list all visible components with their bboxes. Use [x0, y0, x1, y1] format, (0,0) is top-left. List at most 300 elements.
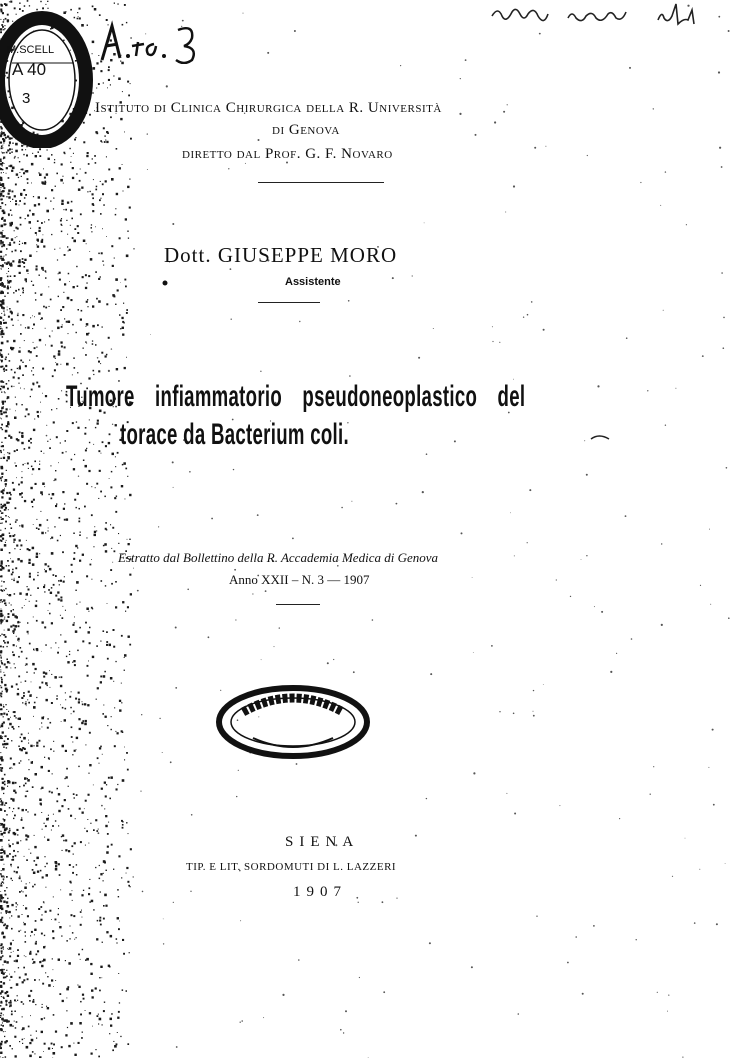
speckle [99, 865, 100, 866]
speckle [22, 1043, 23, 1044]
speckle [238, 770, 239, 771]
speckle [1, 1001, 2, 1003]
speckle [0, 671, 1, 672]
speckle [72, 932, 74, 934]
speckle [231, 319, 232, 320]
speckle [100, 676, 102, 678]
speckle [556, 579, 557, 580]
speckle [6, 620, 8, 622]
speckle [87, 191, 89, 193]
speckle [2, 523, 3, 524]
speckle [15, 567, 17, 569]
speckle [2, 932, 4, 934]
speckle [107, 603, 108, 604]
speckle [28, 350, 30, 352]
speckle [11, 1011, 13, 1013]
speckle [1, 386, 3, 388]
speckle [74, 1054, 76, 1056]
speckle [86, 483, 88, 485]
speckle [32, 213, 35, 216]
speckle [119, 709, 121, 711]
speckle [0, 240, 2, 242]
speckle [0, 769, 2, 771]
speckle [17, 439, 19, 441]
speckle [14, 548, 15, 549]
speckle [57, 327, 60, 330]
speckle [103, 127, 105, 129]
speckle [545, 146, 546, 147]
speckle [79, 534, 81, 536]
speckle [76, 864, 77, 865]
speckle [28, 413, 30, 415]
speckle [7, 287, 9, 289]
speckle [5, 411, 7, 413]
speckle [392, 277, 394, 279]
speckle [5, 704, 6, 705]
speckle [95, 189, 97, 191]
speckle [74, 797, 75, 798]
speckle [99, 878, 101, 880]
speckle [16, 909, 17, 910]
speckle [124, 670, 125, 671]
speckle [126, 752, 128, 754]
speckle [51, 234, 52, 235]
speckle [99, 920, 101, 922]
speckle [73, 915, 75, 917]
speckle [98, 253, 100, 255]
speckle [72, 422, 74, 424]
speckle [19, 205, 20, 206]
speckle [25, 701, 26, 702]
speckle [21, 740, 23, 742]
speckle [89, 879, 90, 880]
speckle [10, 558, 11, 559]
speckle [15, 200, 17, 202]
speckle [29, 952, 31, 954]
speckle [31, 281, 32, 282]
speckle [0, 921, 2, 923]
speckle [1, 917, 3, 919]
speckle [709, 529, 710, 530]
speckle [82, 994, 84, 996]
speckle [68, 808, 70, 810]
speckle [85, 959, 87, 961]
speckle [11, 866, 12, 867]
speckle [7, 285, 9, 287]
speckle [14, 1011, 16, 1013]
speckle [10, 1, 12, 3]
speckle [661, 543, 662, 544]
speckle [91, 559, 92, 560]
speckle [114, 258, 115, 259]
speckle [17, 904, 18, 905]
speckle [9, 853, 11, 855]
speckle [107, 725, 108, 726]
speckle [68, 1045, 70, 1047]
speckle [122, 939, 124, 941]
speckle [115, 278, 118, 281]
speckle [105, 445, 107, 447]
speckle [36, 251, 37, 252]
speckle [5, 357, 7, 359]
speckle [53, 1044, 55, 1046]
speckle [80, 924, 82, 926]
speckle [33, 872, 36, 875]
speckle [7, 280, 8, 281]
speckle [98, 832, 100, 834]
speckle [121, 635, 123, 637]
speckle [115, 208, 116, 209]
speckle [48, 494, 49, 495]
speckle [10, 942, 12, 944]
speckle [0, 900, 2, 902]
speckle [22, 258, 24, 260]
speckle [50, 687, 51, 688]
speckle [128, 238, 129, 239]
speckle [104, 894, 107, 897]
speckle [90, 564, 92, 566]
speckle [21, 477, 22, 478]
speckle [12, 651, 14, 653]
speckle [32, 474, 33, 475]
speckle [39, 174, 42, 177]
speckle [53, 421, 55, 423]
speckle [67, 297, 70, 300]
stamp-shelf: A 40 [12, 60, 47, 79]
speckle [24, 5, 26, 7]
speckle [126, 822, 127, 823]
speckle [98, 1023, 99, 1024]
speckle [60, 309, 62, 311]
speckle [4, 504, 7, 507]
speckle [15, 1055, 17, 1057]
speckle [18, 289, 20, 291]
speckle [14, 230, 15, 231]
speckle [13, 790, 15, 792]
speckle [1, 599, 2, 600]
speckle [125, 468, 127, 470]
speckle [1, 945, 3, 947]
speckle [86, 282, 87, 283]
speckle [125, 218, 127, 220]
speckle [15, 667, 16, 668]
speckle [1, 660, 2, 662]
speckle [45, 532, 46, 533]
speckle [126, 312, 128, 314]
header-rule [258, 182, 384, 183]
speckle [31, 1039, 34, 1042]
speckle [1, 996, 2, 997]
speckle [9, 911, 11, 913]
speckle [52, 331, 53, 332]
speckle [27, 915, 29, 917]
speckle [73, 533, 75, 535]
speckle [13, 539, 15, 541]
speckle [5, 605, 6, 606]
speckle [122, 327, 124, 329]
speckle [100, 681, 102, 683]
speckle [18, 638, 19, 639]
speckle [3, 1031, 4, 1032]
speckle [2, 782, 4, 784]
speckle [71, 726, 73, 728]
speckle [85, 354, 87, 356]
speckle [3, 412, 5, 414]
speckle [454, 440, 456, 442]
speckle [8, 316, 10, 318]
speckle [4, 401, 6, 403]
speckle [625, 515, 627, 517]
speckle [85, 744, 86, 745]
speckle [10, 287, 11, 288]
speckle [8, 831, 10, 833]
speckle [44, 935, 45, 936]
speckle [60, 341, 62, 343]
speckle [4, 864, 5, 865]
speckle [723, 347, 725, 349]
speckle [5, 894, 7, 896]
speckle [6, 714, 8, 716]
speckle [42, 494, 44, 496]
speckle [0, 704, 2, 706]
speckle [0, 504, 2, 506]
speckle [114, 497, 116, 499]
speckle [33, 499, 35, 501]
speckle [8, 565, 9, 566]
speckle [63, 209, 64, 210]
speckle [100, 966, 102, 968]
speckle [2, 586, 3, 587]
speckle [5, 430, 8, 433]
stray-mark [590, 432, 610, 442]
speckle [92, 340, 93, 341]
speckle [0, 510, 1, 511]
speckle [64, 283, 66, 285]
speckle [108, 370, 110, 372]
speckle [45, 4, 46, 5]
speckle [118, 1011, 120, 1013]
speckle [6, 743, 8, 745]
speckle [33, 324, 35, 326]
speckle [91, 486, 92, 487]
speckle [60, 442, 61, 443]
speckle [0, 326, 1, 327]
speckle [34, 929, 36, 931]
speckle [66, 776, 68, 778]
speckle [708, 767, 709, 768]
speckle [12, 572, 14, 574]
speckle [240, 1022, 241, 1023]
speckle [73, 357, 75, 359]
speckle [118, 543, 119, 544]
speckle [0, 666, 1, 667]
speckle [22, 914, 23, 915]
speckle [282, 994, 284, 996]
speckle [49, 306, 50, 307]
speckle [74, 750, 76, 752]
speckle [527, 314, 529, 316]
speckle [15, 237, 16, 238]
speckle [0, 905, 3, 908]
speckle [8, 354, 9, 355]
speckle [26, 658, 28, 660]
speckle [44, 1017, 45, 1018]
speckle [16, 842, 19, 845]
speckle [73, 1043, 74, 1044]
stamp-number: 3 [22, 90, 31, 107]
speckle [33, 374, 34, 375]
speckle [95, 987, 97, 989]
speckle [4, 674, 6, 676]
speckle [15, 250, 17, 252]
speckle [601, 611, 603, 613]
speckle [5, 521, 7, 523]
speckle [0, 615, 3, 618]
speckle [76, 332, 77, 333]
speckle [58, 825, 59, 826]
speckle [55, 642, 56, 643]
speckle [34, 979, 36, 981]
speckle [98, 1056, 100, 1058]
speckle [91, 579, 92, 580]
speckle [0, 655, 1, 656]
speckle [3, 307, 5, 309]
speckle [3, 283, 4, 284]
speckle [76, 937, 77, 938]
speckle [93, 909, 94, 910]
speckle [8, 840, 9, 841]
speckle [2, 429, 3, 431]
speckle [122, 601, 124, 603]
speckle [15, 507, 17, 509]
speckle [97, 687, 99, 689]
speckle [25, 170, 27, 172]
speckle [115, 456, 116, 457]
speckle [41, 267, 44, 270]
speckle [34, 347, 36, 349]
speckle [35, 232, 37, 234]
speckle [79, 627, 81, 629]
speckle [34, 934, 35, 935]
speckle [72, 872, 74, 874]
speckle [1, 682, 3, 684]
speckle [22, 261, 24, 263]
speckle [43, 245, 45, 247]
speckle [123, 462, 126, 465]
speckle [16, 236, 17, 237]
speckle [127, 81, 129, 83]
speckle [10, 201, 11, 202]
speckle [69, 696, 71, 698]
speckle [10, 276, 12, 278]
speckle [47, 149, 48, 150]
speckle [33, 429, 35, 431]
speckle [0, 1013, 2, 1015]
speckle [74, 499, 76, 501]
speckle [17, 301, 19, 303]
speckle [45, 570, 47, 572]
speckle [3, 581, 5, 583]
speckle [24, 388, 25, 389]
speckle [513, 713, 515, 715]
speckle [29, 695, 31, 697]
speckle [9, 497, 12, 500]
speckle [1, 823, 4, 826]
speckle [9, 148, 11, 150]
speckle [111, 245, 113, 247]
speckle [21, 817, 22, 818]
speckle [36, 941, 37, 942]
speckle [56, 698, 58, 700]
speckle [117, 917, 119, 919]
speckle [66, 430, 68, 432]
speckle [58, 959, 60, 961]
speckle [21, 651, 23, 653]
speckle [95, 271, 97, 273]
speckle [85, 465, 88, 468]
speckle [3, 716, 4, 717]
speckle [1, 622, 2, 623]
speckle [91, 231, 92, 232]
speckle [10, 626, 12, 628]
speckle [9, 918, 10, 919]
speckle [22, 243, 23, 244]
speckle [48, 530, 49, 531]
speckle [65, 610, 66, 611]
speckle [9, 223, 10, 224]
speckle [0, 992, 2, 994]
speckle [55, 919, 57, 921]
speckle [61, 1046, 63, 1048]
speckle [99, 990, 101, 992]
speckle [44, 569, 45, 570]
speckle [3, 257, 4, 258]
speckle [71, 845, 73, 847]
speckle [18, 377, 20, 379]
speckle [0, 242, 2, 244]
speckle [626, 337, 628, 339]
speckle [13, 818, 14, 819]
speckle [3, 706, 5, 708]
speckle [11, 579, 12, 580]
speckle [50, 592, 52, 594]
speckle [28, 633, 29, 634]
speckle [14, 815, 16, 817]
speckle [8, 711, 9, 712]
speckle [41, 1031, 43, 1033]
speckle [2, 477, 3, 478]
speckle [36, 382, 38, 384]
speckle [43, 672, 45, 674]
speckle [51, 702, 53, 704]
speckle [50, 337, 51, 338]
speckle [42, 1004, 43, 1005]
speckle [93, 370, 95, 372]
speckle [140, 791, 141, 792]
speckle [15, 625, 18, 628]
speckle [418, 357, 420, 359]
speckle [90, 823, 91, 824]
speckle [128, 543, 130, 545]
speckle [0, 602, 1, 603]
speckle [20, 360, 22, 362]
speckle [19, 244, 20, 245]
speckle [51, 552, 54, 555]
speckle [39, 979, 40, 980]
speckle [523, 317, 524, 318]
speckle [29, 1000, 31, 1002]
speckle [48, 757, 50, 759]
